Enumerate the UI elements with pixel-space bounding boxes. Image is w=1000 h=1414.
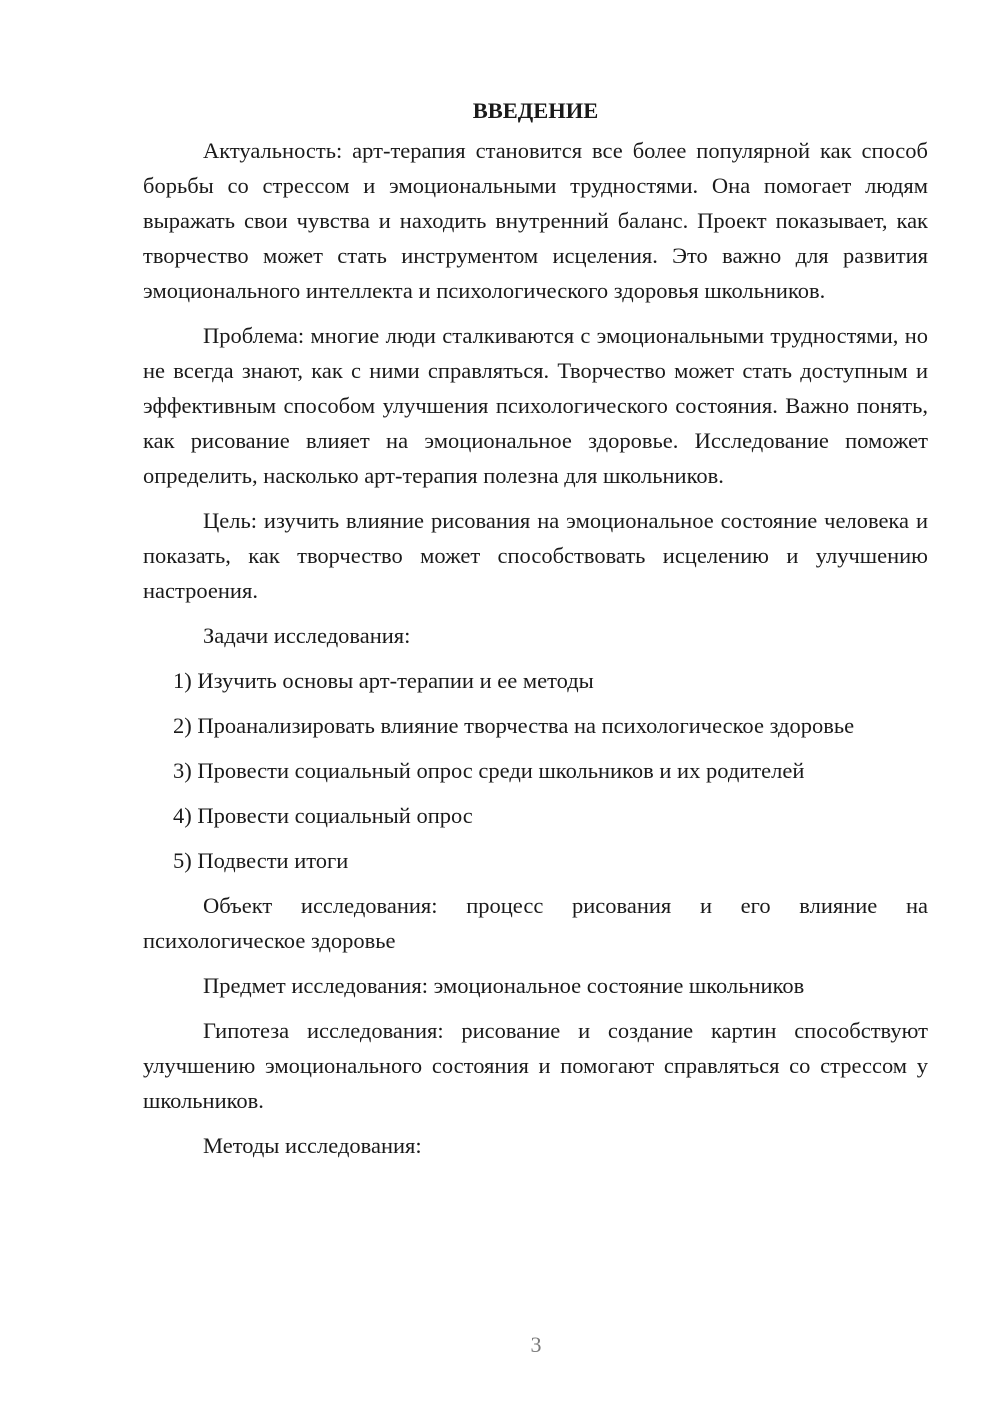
tasks-heading: Задачи исследования: <box>203 623 411 648</box>
task-item-5: 5) Подвести итоги <box>173 848 349 873</box>
page-number: 3 <box>530 1332 542 1357</box>
task-item-2: 2) Проанализировать влияние творчества на психологическое здоровье <box>173 713 855 738</box>
page-content <box>143 93 928 1173</box>
task-item-3: 3) Провести социальный опрос среди школьников и их родителей <box>173 758 805 783</box>
section-title: ВВЕДЕНИЕ <box>472 98 599 123</box>
task-item-1: 1) Изучить основы арт-терапии и ее методы <box>173 668 594 693</box>
methods-heading: Методы исследования: <box>203 1133 422 1158</box>
object-paragraph: Объект исследования: процесс рисования и его влияние на психологическое здоровье <box>143 893 928 953</box>
subject-paragraph: Предмет исследования: эмоциональное состояние школьников <box>203 973 805 998</box>
problem-paragraph: Проблема: многие люди сталкиваются с эмоциональными трудностями, но не всегда знают, как с ними справляться. Творчество может стать доступным и эффективным способом улучшения психологического состояния. Важно понять, как рисование влияет на эмоциональное здоровье. Исследование поможет определить, насколько арт-терапия полезна для школьников. <box>143 323 928 488</box>
task-item-4: 4) Провести социальный опрос <box>173 803 473 828</box>
hypothesis-paragraph: Гипотеза исследования: рисование и создание картин способствуют улучшению эмоционального состояния и помогают справляться со стрессом у школьников. <box>143 1018 928 1113</box>
goal-paragraph: Цель: изучить влияние рисования на эмоциональное состояние человека и показать, как творчество может способствовать исцелению и улучшению настроения. <box>143 508 928 603</box>
relevance-paragraph: Актуальность: арт-терапия становится все более популярной как способ борьбы со стрессом и эмоциональными трудностями. Она помогает людям выражать свои чувства и находить внутренний баланс. Проект показывает, как творчество может стать инструментом исцеления. Это важно для развития эмоционального интеллекта и психологического здоровья школьников. <box>143 138 928 303</box>
